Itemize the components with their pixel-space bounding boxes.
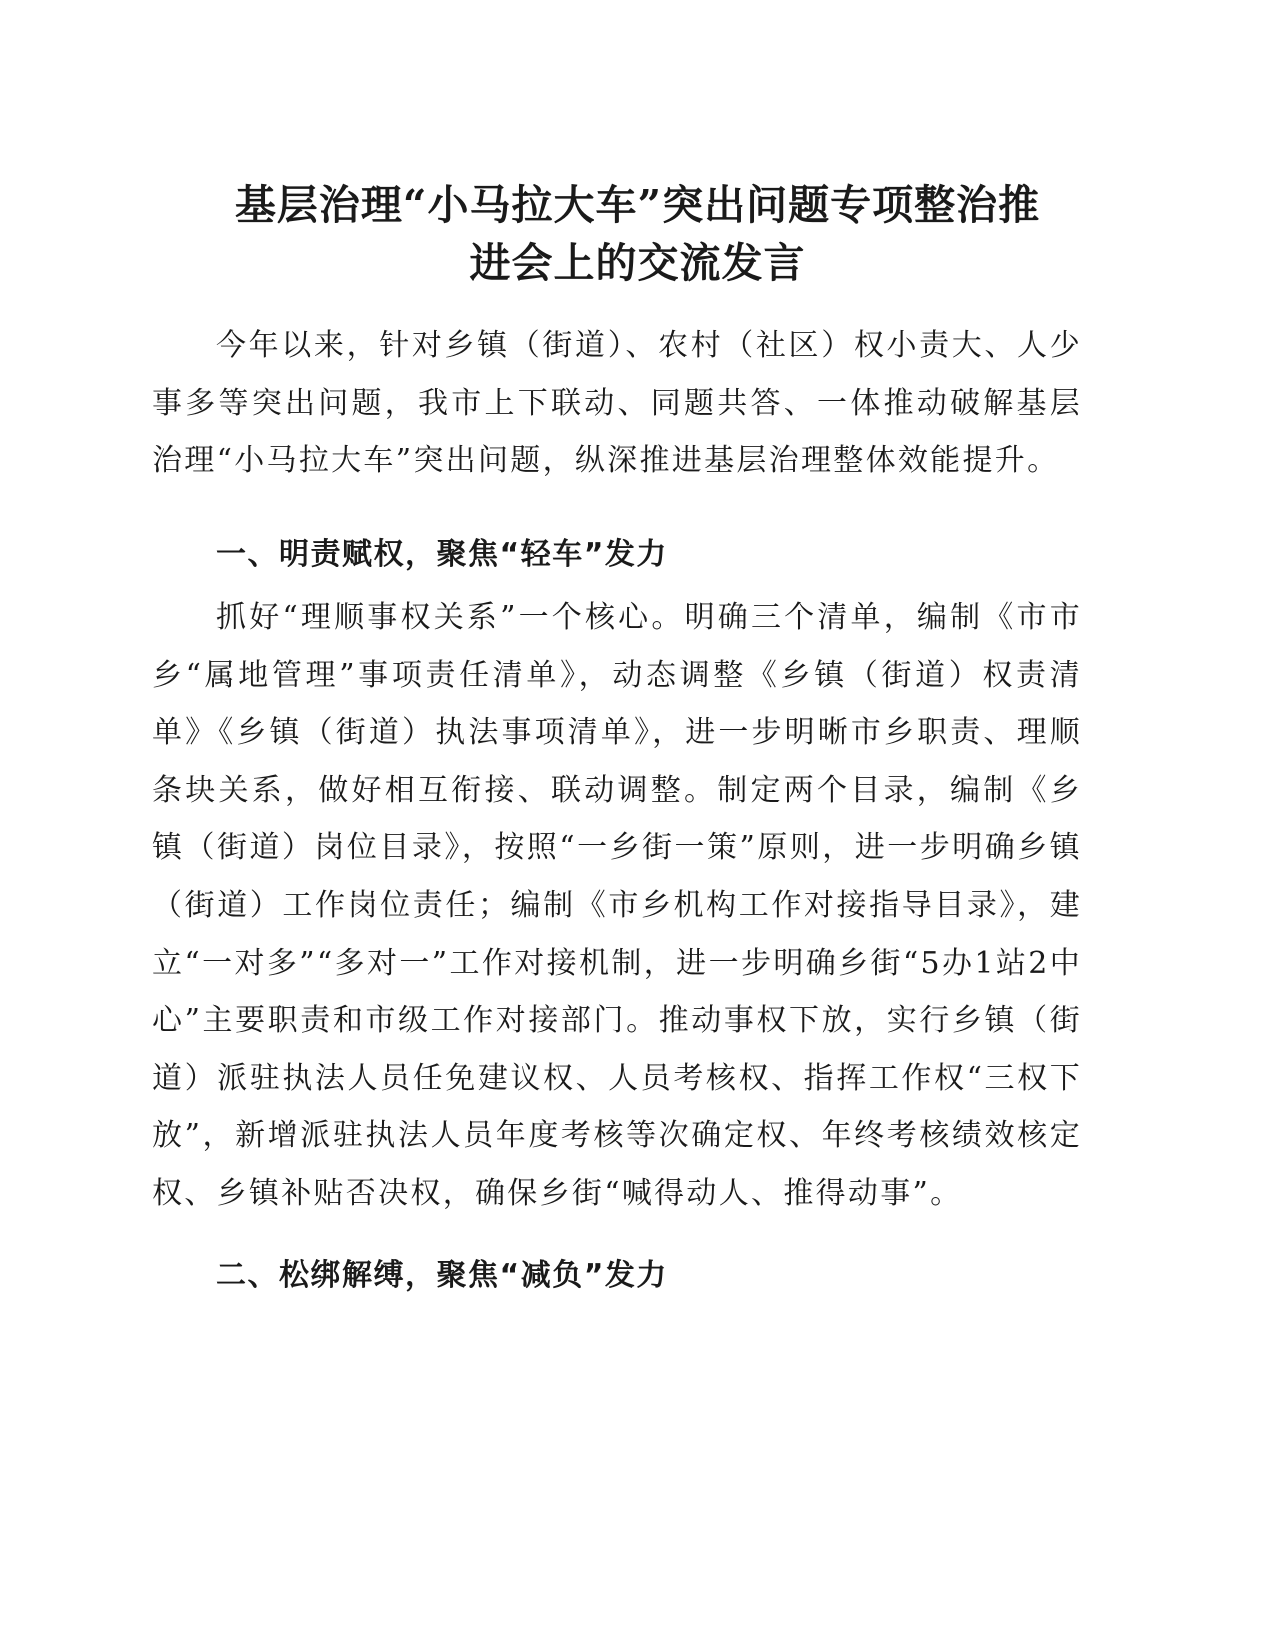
section-heading-2: 二、松绑解缚，聚焦“减负”发力 (216, 1258, 668, 1293)
document-title-line-1: 基层治理“小马拉大车”突出问题专项整治推 (234, 181, 1041, 229)
intro-paragraph: 今年以来，针对乡镇（街道）、农村（社区）权小责大、人少事多等突出问题，我市上下联动、同题共答、一体推动破解基层治理“小马拉大车”突出问题，纵深推进基层治理整体效能提升。 (152, 328, 1082, 479)
document-title-line-2: 进会上的交流发言 (469, 239, 806, 287)
section-1-paragraph: 抓好“理顺事权关系”一个核心。明确三个清单，编制《市市乡“属地管理”事项责任清单》，动态调整《乡镇（街道）权责清单》《乡镇（街道）执法事项清单》，进一步明晰市乡职责、理顺条块关系，做好相互衔接、联动调整。制定两个目录，编制《乡镇（街道）岗位目录》，按照“一乡街一策”原则，进一步明确乡镇（街道）工作岗位责任；编制《市乡机构工作对接指导目录》，建立“一对多”“多对一”工作对接机制，进一步明确乡街“5办1站2中心”主要职责和市级工作对接部门。推动事权下放，实行乡镇（街道）派驻执法人员任免建议权、人员考核权、指挥工作权“三权下放”，新增派驻执法人员年度考核等次确定权、年终考核绩效核定权、乡镇补贴否决权，确保乡街“喊得动人、推得动事”。 (152, 600, 1082, 1211)
section-heading-1: 一、明责赋权，聚焦“轻车”发力 (216, 537, 668, 572)
